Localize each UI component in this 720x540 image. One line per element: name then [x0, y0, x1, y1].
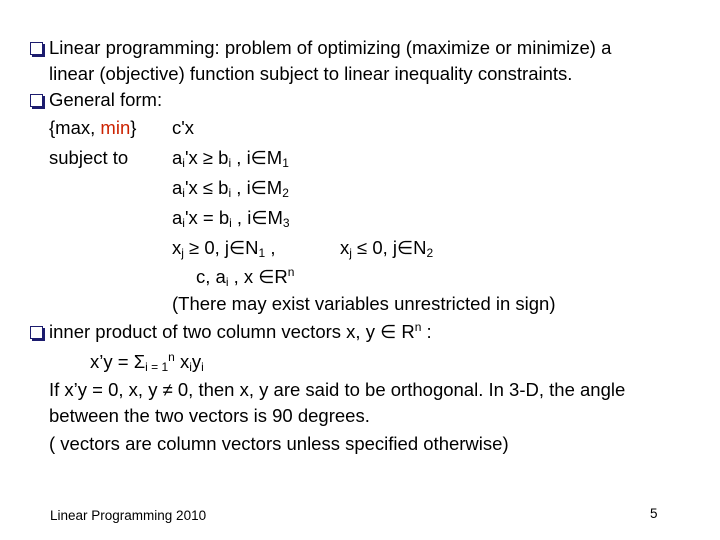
page-number: 5: [650, 506, 658, 521]
form-objective: c'x: [172, 117, 195, 138]
bullet2-text: General form:: [49, 89, 163, 110]
form-objective-type: {max, min}: [49, 117, 137, 138]
constraint-ge: $a_i'x \ge b_i$ , $i\in M_1$: [172, 147, 289, 170]
sign-constraint-nonneg: $x_j \ge 0$, $j\in N_1$ ,: [172, 237, 276, 260]
bullet1-line2: linear (objective) function subject to linear inequality constraints.: [49, 63, 573, 84]
column-vector-note: ( vectors are column vectors unless specified otherwise): [49, 433, 509, 454]
footer-title: Linear Programming 2010: [50, 508, 207, 523]
bullet1-line1: Linear programming: problem of optimizing (maximize or minimize) a: [49, 37, 612, 58]
bullet-icon: [30, 326, 43, 339]
orthogonal-line2: between the two vectors is 90 degrees.: [49, 405, 370, 426]
unrestricted-note: (There may exist variables unrestricted in sign): [172, 293, 556, 314]
bullet3-text: inner product of two column vectors x, y ∈ $R^n$ :: [49, 320, 432, 342]
constraint-eq: $a_i'x = b_i$ , $i\in M_3$: [172, 207, 290, 230]
bullet-icon: [30, 42, 43, 55]
subject-to-label: subject to: [49, 147, 129, 168]
constraint-le: $a_i'x \le b_i$ , $i\in M_2$: [172, 177, 289, 200]
bullet-icon: [30, 94, 43, 107]
inner-product-formula: x’y = $\Sigma_{i = 1}^n$ $x_iy_i$: [90, 350, 204, 374]
sign-constraint-nonpos: $x_j \le 0$, $j\in N_2$: [340, 237, 434, 260]
orthogonal-line1: If x’y = 0, x, y ≠ 0, then x, y are said to be orthogonal. In 3-D, the angle: [49, 379, 626, 400]
domain-statement: c, $a_i$ , x $\in R^n$: [196, 265, 295, 289]
min-keyword: min: [100, 117, 131, 138]
